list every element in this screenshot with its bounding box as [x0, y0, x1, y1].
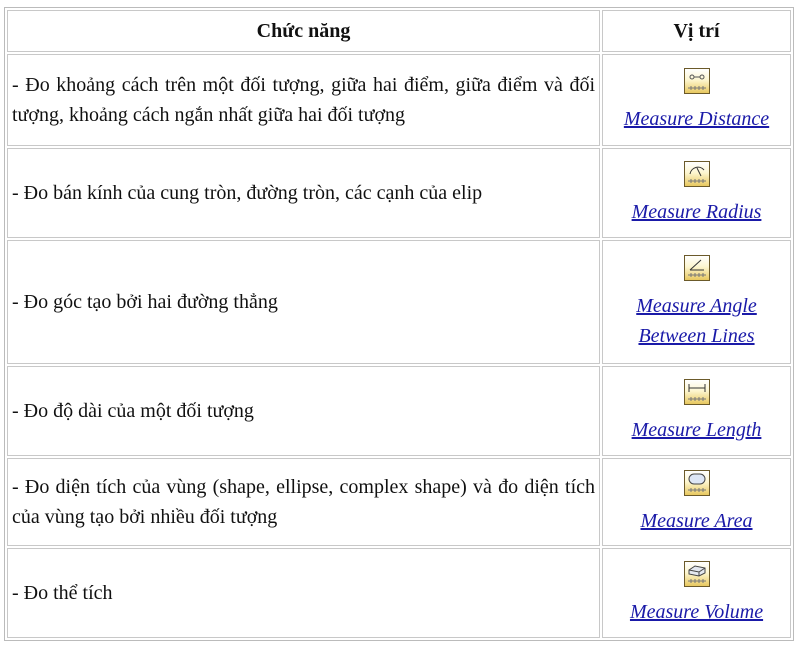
position-cell	[602, 366, 791, 456]
table-row	[7, 366, 791, 456]
tool-link[interactable]: Measure Length	[631, 419, 762, 441]
measure-length-icon[interactable]	[684, 379, 710, 405]
measure-radius-icon[interactable]	[684, 161, 710, 187]
function-description: - Đo độ dài của một đối tượng	[7, 366, 600, 456]
position-cell	[602, 240, 791, 364]
position-cell	[602, 54, 791, 146]
tool-link[interactable]: Measure Distance	[623, 108, 770, 130]
measure-area-icon[interactable]	[684, 470, 710, 496]
table-row	[7, 548, 791, 638]
table-header	[7, 10, 791, 52]
measure-angle-icon[interactable]	[684, 255, 710, 281]
tool-link[interactable]: Measure Volume	[629, 601, 764, 623]
measure-tools-table	[4, 7, 794, 641]
tool-link[interactable]: Measure Angle Between Lines	[636, 295, 757, 347]
header-function: Chức năng	[7, 10, 600, 52]
function-description: - Đo bán kính của cung tròn, đường tròn, các cạnh của elip	[7, 148, 600, 238]
position-cell	[602, 548, 791, 638]
table-row	[7, 148, 791, 238]
measure-volume-icon[interactable]	[684, 561, 710, 587]
table-row	[7, 458, 791, 546]
position-cell	[602, 148, 791, 238]
measure-distance-icon[interactable]	[684, 68, 710, 94]
position-cell	[602, 458, 791, 546]
function-description: - Đo góc tạo bởi hai đường thẳng	[7, 240, 600, 364]
tool-link[interactable]: Measure Area	[640, 510, 753, 532]
table-row	[7, 54, 791, 146]
function-description: - Đo diện tích của vùng (shape, ellipse, complex shape) và đo diện tích của vùng tạo bởi nhiều đối tượng	[7, 458, 600, 546]
header-position: Vị trí	[602, 10, 791, 52]
function-description: - Đo thể tích	[7, 548, 600, 638]
tool-link[interactable]: Measure Radius	[631, 201, 762, 223]
function-description: - Đo khoảng cách trên một đối tượng, giữa hai điểm, giữa điểm và đối tượng, khoảng cách ngắn nhất giữa hai đối tượng	[7, 54, 600, 146]
table-row	[7, 240, 791, 364]
